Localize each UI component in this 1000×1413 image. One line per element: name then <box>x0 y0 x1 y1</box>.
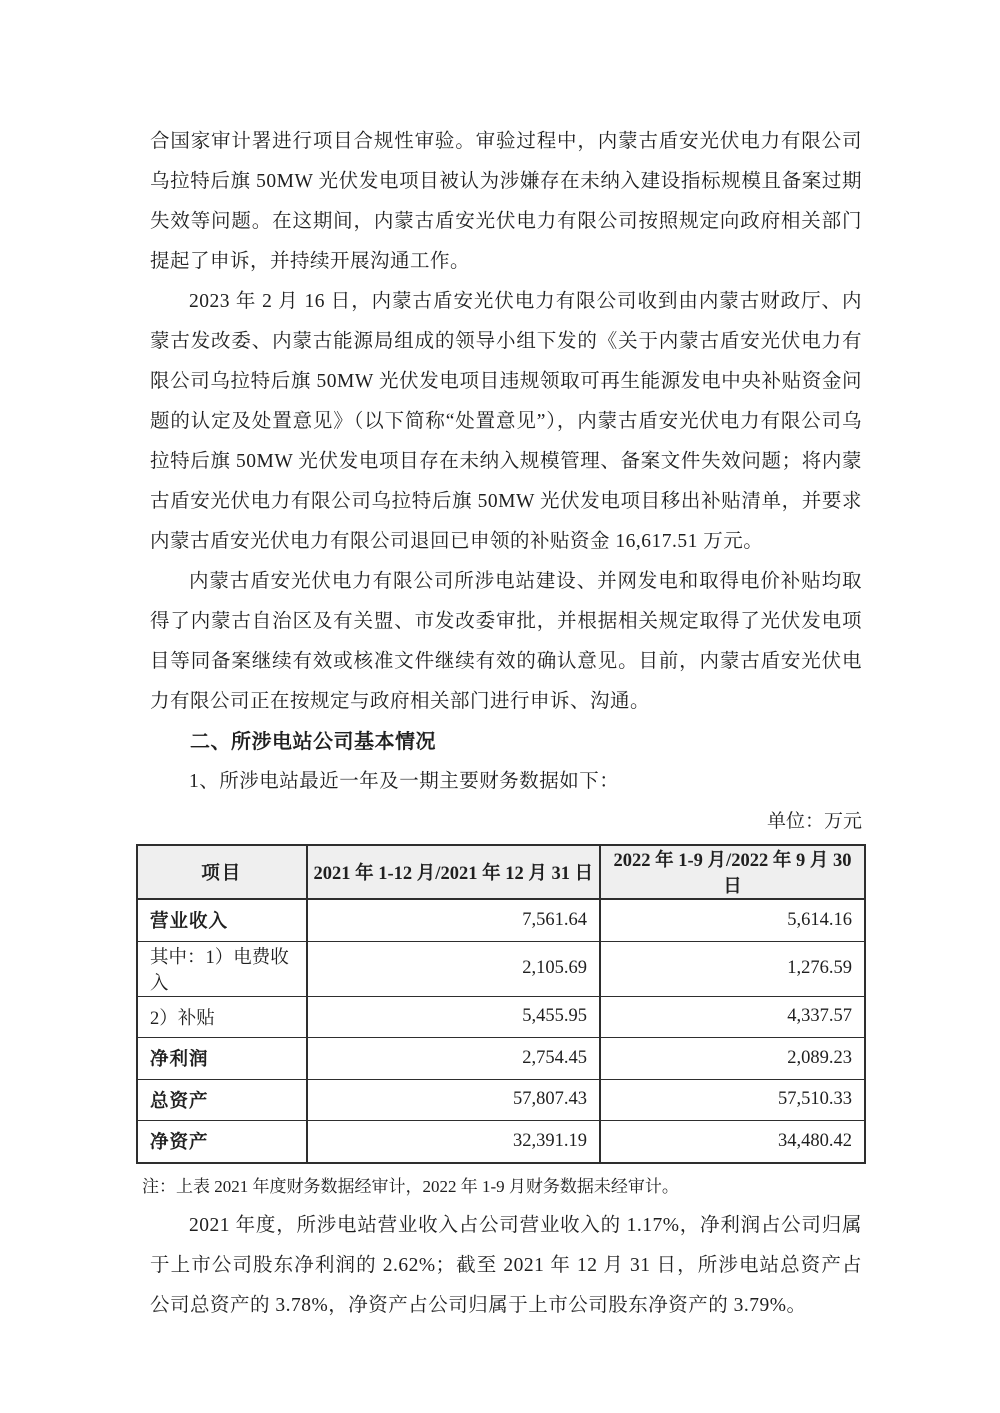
value-2022: 2,089.23 <box>600 1038 865 1080</box>
table-note: 注：上表 2021 年度财务数据经审计，2022 年 1-9 月财务数据未经审计。 <box>142 1176 679 1196</box>
financial-data-table <box>136 844 866 1164</box>
value-2022: 57,510.33 <box>600 1079 865 1121</box>
table-row-operating-revenue <box>137 899 865 941</box>
unit-label: 单位：万元 <box>766 811 862 832</box>
value-2021: 32,391.19 <box>307 1121 600 1163</box>
table-row-electricity-income <box>137 941 865 996</box>
table-row-net-assets <box>137 1121 865 1163</box>
value-2021: 2,754.45 <box>307 1038 600 1080</box>
paragraph-notice-received: 2023 年 2 月 16 日，内蒙古盾安光伏电力有限公司收到由内蒙古财政厅、内蒙古发改委、内蒙古能源局组成的领导小组下发的《关于内蒙古盾安光伏电力有限公司乌拉特后旗 50MW 光伏发电项目违规领取可再生能源发电中央补贴资金问题的认定及处置意见》（以下简称“处置意见”），内蒙古盾安光伏电力有限公司乌拉特后旗 50MW 光伏发电项目存在未纳入规模管理、备案文件失效问题；将内蒙古盾安光伏电力有限公司乌拉特后旗 50MW 光伏发电项目移出补贴清单，并要求内蒙古盾安光伏电力有限公司退回已申领的补贴资金 16,617.51 万元。 <box>150 291 862 552</box>
row-label: 净资产 <box>137 1121 307 1163</box>
column-header-2021: 2021 年 1-12 月/2021 年 12 月 31 日 <box>307 845 600 899</box>
paragraph-approvals: 内蒙古盾安光伏电力有限公司所涉电站建设、并网发电和取得电价补贴均取得了内蒙古自治区及有关盟、市发改委审批，并根据相关规定取得了光伏发电项目等同备案继续有效或核准文件继续有效的确认意见。目前，内蒙古盾安光伏电力有限公司正在按规定与政府相关部门进行申诉、沟通。 <box>150 571 862 712</box>
list-intro: 1、所涉电站最近一年及一期主要财务数据如下： <box>189 771 620 792</box>
table-row-total-assets <box>137 1079 865 1121</box>
section-heading: 二、所涉电站公司基本情况 <box>190 731 436 753</box>
row-label: 2）补贴 <box>137 996 307 1038</box>
value-2022: 4,337.57 <box>600 996 865 1038</box>
value-2022: 34,480.42 <box>600 1121 865 1163</box>
table-row-subsidy <box>137 996 865 1038</box>
row-label: 营业收入 <box>137 899 307 941</box>
value-2021: 57,807.43 <box>307 1079 600 1121</box>
value-2021: 5,455.95 <box>307 996 600 1038</box>
table-header-row <box>137 845 865 899</box>
value-2022: 1,276.59 <box>600 941 865 996</box>
value-2021: 7,561.64 <box>307 899 600 941</box>
row-label: 净利润 <box>137 1038 307 1080</box>
column-header-item: 项目 <box>137 845 307 899</box>
row-label: 其中：1）电费收入 <box>137 941 307 996</box>
column-header-2022: 2022 年 1-9 月/2022 年 9 月 30 日 <box>600 845 865 899</box>
value-2021: 2,105.69 <box>307 941 600 996</box>
table-row-net-profit <box>137 1038 865 1080</box>
paragraph-continuation: 合国家审计署进行项目合规性审验。审验过程中，内蒙古盾安光伏电力有限公司乌拉特后旗 50MW 光伏发电项目被认为涉嫌存在未纳入建设指标规模且备案过期失效等问题。在这期间，内蒙古盾安光伏电力有限公司按照规定向政府相关部门提起了申诉，并持续开展沟通工作。 <box>150 131 862 272</box>
paragraph-closing: 2021 年度，所涉电站营业收入占公司营业收入的 1.17%，净利润占公司归属于上市公司股东净利润的 2.62%；截至 2021 年 12 月 31 日，所涉电站总资产占公司总资产的 3.78%，净资产占公司归属于上市公司股东净资产的 3.79%。 <box>150 1214 862 1316</box>
value-2022: 5,614.16 <box>600 899 865 941</box>
document-content <box>142 122 862 1326</box>
row-label: 总资产 <box>137 1079 307 1121</box>
